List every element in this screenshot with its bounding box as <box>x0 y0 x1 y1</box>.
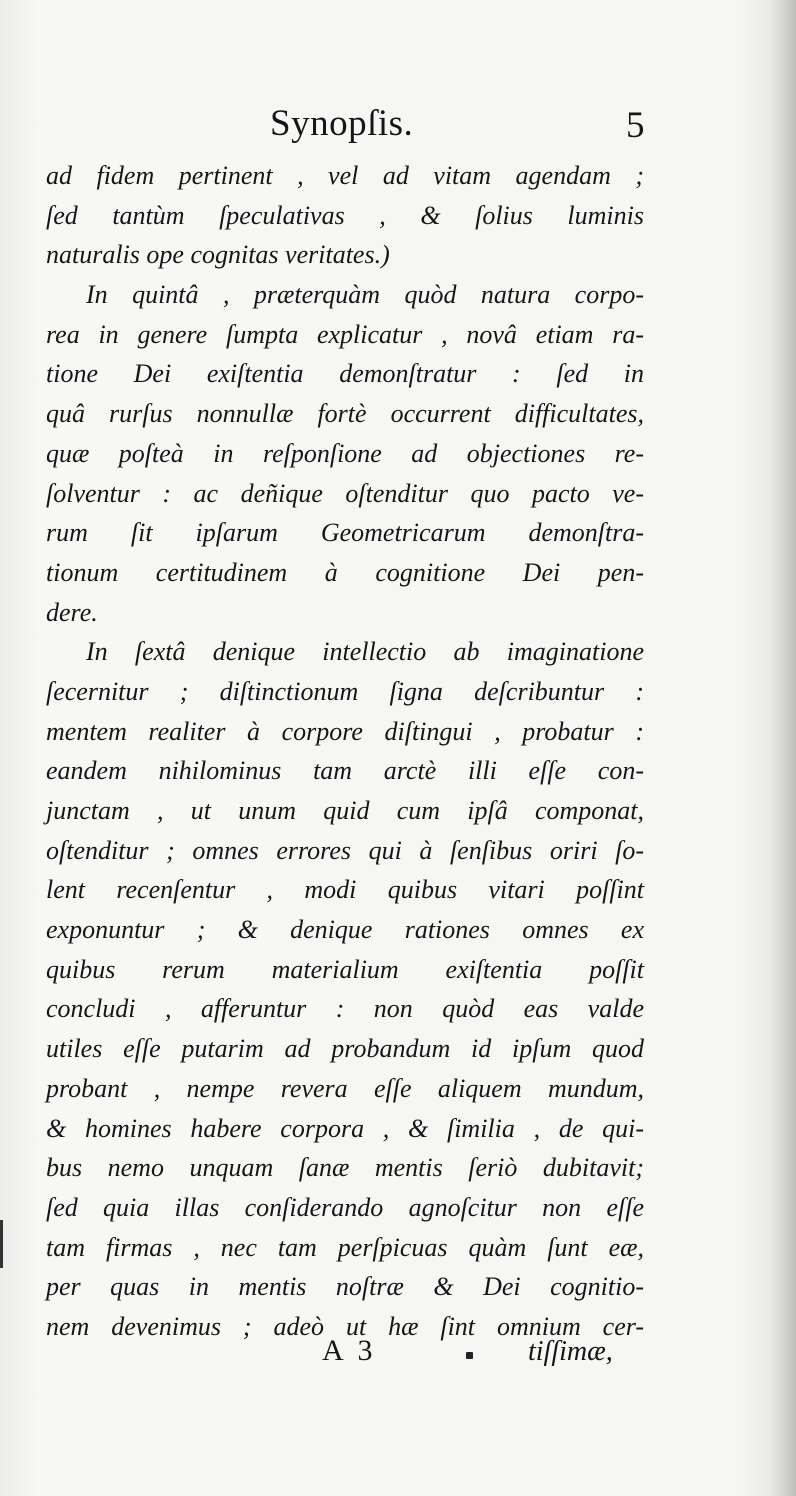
text-line: tam firmas , nec tam perſpicuas quàm ſunt eæ, <box>46 1232 644 1262</box>
signature-mark: A 3 <box>322 1334 377 1367</box>
text-line: junctam , ut unum quid cum ipſâ componat, <box>46 796 644 825</box>
page-number: 5 <box>626 105 645 146</box>
text-line: mentem realiter à corpore diſtingui , probatur : <box>46 716 644 746</box>
paragraph-start-line: In quintâ , præterquàm quòd natura corpo- <box>86 280 644 310</box>
text-line: lent recenſentur , modi quibus vitari poſſint <box>46 875 644 905</box>
catchword: tiſſimæ, <box>528 1336 613 1367</box>
text-line: ſed tantùm ſpeculativas , & ſolius luminis <box>46 200 644 230</box>
text-line: per quas in mentis noſtræ & Dei cognitio- <box>46 1272 644 1302</box>
paragraph-start-line: In ſextâ denique intellectio ab imaginatione <box>86 637 644 667</box>
running-title: Synopſis. <box>270 103 414 144</box>
text-line: nem devenimus ; adeò ut hæ ſint omnium cer- <box>46 1311 644 1341</box>
text-line: exponuntur ; & denique rationes omnes ex <box>46 915 644 945</box>
text-line: & homines habere corpora , & ſimilia , de qui- <box>46 1113 644 1143</box>
body-text <box>46 156 644 1347</box>
text-line: ſed quia illas conſiderando agnoſcitur non eſſe <box>46 1192 644 1222</box>
text-line: oſtenditur ; omnes errores qui à ſenſibus oriri ſo- <box>46 835 644 865</box>
text-line: ſecernitur ; diſtinctionum ſigna deſcribuntur : <box>46 676 644 706</box>
text-line: probant , nempe revera eſſe aliquem mundum, <box>46 1073 644 1103</box>
text-line: naturalis ope cognitas veritates.) <box>46 240 390 270</box>
text-line: eandem nihilominus tam arctè illi eſſe con- <box>46 756 644 786</box>
text-line: utiles eſſe putarim ad probandum id ipſum quod <box>46 1034 644 1064</box>
page-edge-mark <box>0 1220 3 1268</box>
text-line: rum ſit ipſarum Geometricarum demonſtra- <box>46 518 644 548</box>
text-line: ad fidem pertinent , vel ad vitam agendam ; <box>46 161 644 190</box>
text-line: rea in genere ſumpta explicatur , novâ etiam ra- <box>46 319 644 349</box>
text-line: quæ poſteà in reſponſione ad objectiones re- <box>46 438 644 468</box>
text-line: dere. <box>46 597 98 627</box>
printer-dot-mark <box>466 1352 473 1359</box>
text-line: tionum certitudinem à cognitione Dei pen- <box>46 557 644 587</box>
text-line: tione Dei exiſtentia demonſtratur : ſed in <box>46 359 644 389</box>
text-line: quâ rurſus nonnullæ fortè occurrent difficultates, <box>46 399 644 429</box>
text-line: ſolventur : ac deñique oſtenditur quo pacto ve- <box>46 478 644 508</box>
text-line: quibus rerum materialium exiſtentia poſſit <box>46 954 644 984</box>
text-line: concludi , afferuntur : non quòd eas valde <box>46 994 644 1024</box>
text-line: bus nemo unquam ſanæ mentis ſeriò dubitavit; <box>46 1153 644 1183</box>
page-header <box>0 100 796 150</box>
